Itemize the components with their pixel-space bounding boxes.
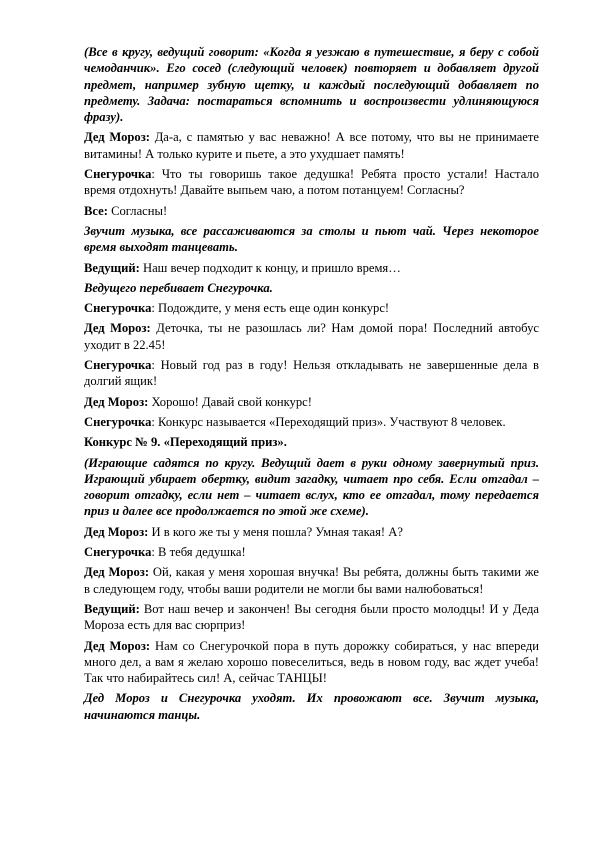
dialogue-line [84,260,539,276]
speaker-name: Дед Мороз: [84,524,149,539]
speech-text: И в кого же ты у меня пошла? Умная такая! А? [148,524,403,539]
speech-text: Вот наш вечер и закончен! Вы сегодня были просто молодцы! И у Деда Мороза есть для вас сюрприз! [84,601,539,633]
speaker-name: Снегурочка [84,414,152,429]
stage-direction: (Играющие садятся по кругу. Ведущий дает в руки одному завернутый приз. Играющий убирает обертку, видит загадку, читает про себя. Если отгадал – говорит отгадку, если нет – читает вслух, кто ее отгадал, тому передается приз и далее все продолжается по этой же схеме). [84,455,539,519]
dialogue-line [84,300,539,316]
speaker-name: Снегурочка [84,545,152,560]
speaker-name: Снегурочка [84,358,152,373]
speaker-name: Снегурочка [84,301,152,316]
dialogue-line [84,414,539,430]
speaker-name: Дед Мороз: [84,321,151,336]
speech-text: Нам со Снегурочкой пора в путь дорожку собираться, у нас впереди много дел, а вам я желаю хорошо повеселиться, ведь в новом году, вас ждет учеба! Так что набирайтесь сил! А, сейчас ТАНЦЫ! [84,638,539,686]
contest-heading: Конкурс № 9. «Переходящий приз». [84,435,287,450]
speech-text: Хорошо! Давай свой конкурс! [148,394,312,409]
dialogue-line [84,203,539,219]
stage-direction: (Все в кругу, ведущий говорит: «Когда я уезжаю в путешествие, я беру с собой чемоданчик». Его сосед (следующий человек) повторяет и добавляет другой предмет, например зубную щетку, и каждый последующий добавляет по предмету. Задача: постараться вспомнить и воспроизвести удлиняющуюся фразу). [84,45,539,125]
speaker-name: Все: [84,203,108,218]
speech-text: Ой, какая у меня хорошая внучка! Вы ребята, должны быть такими же в следующем году, чтобы ваши родители не могли бы вами налюбоваться! [84,565,539,596]
dialogue-line [84,320,539,353]
speech-text: Наш вечер подходит к концу, и пришло время… [139,260,401,275]
speech-text: : Конкурс называется «Переходящий приз». Участвуют 8 человек. [151,414,506,429]
speaker-name: Ведущий: [84,601,140,616]
dialogue-line [84,357,539,390]
dialogue-line [84,564,539,597]
speech-text: : Подождите, у меня есть еще один конкурс! [151,301,390,316]
speaker-name: Дед Мороз: [84,565,150,580]
document-page [84,44,539,727]
speech-text: : Что ты говоришь такое дедушка! Ребята просто устали! Настало время отдохнуть! Давайте выпьем чаю, а потом потанцуем! Согласны? [84,167,539,198]
speaker-name: Дед Мороз: [84,638,151,653]
speaker-name: Ведущий: [84,260,140,275]
dialogue-line [84,544,539,560]
dialogue-line [84,601,539,634]
stage-direction: Ведущего перебивает Снегурочка. [84,280,273,295]
dialogue-line [84,638,539,687]
speech-text: Деточка, ты не разошлась ли? Нам домой пора! Последний автобус уходит в 22.45! [84,321,539,352]
dialogue-line [84,524,539,540]
speaker-name: Дед Мороз: [84,394,149,409]
speaker-name: Дед Мороз: [84,130,150,145]
dialogue-line [84,129,539,162]
stage-direction: Дед Мороз и Снегурочка уходят. Их провожают все. Звучит музыка, начинаются танцы. [84,691,539,722]
dialogue-line [84,166,539,199]
speech-text: : Новый год раз в году! Нельзя откладывать не завершенные дела в долгий ящик! [84,358,539,389]
dialogue-line [84,394,539,410]
speaker-name: Снегурочка [84,167,152,182]
speech-text: Да-а, с памятью у вас неважно! А все потому, что вы не принимаете витамины! А только курите и пьете, а это ухудшает память! [84,130,539,161]
speech-text: Согласны! [107,203,168,218]
stage-direction: Звучит музыка, все рассаживаются за столы и пьют чай. Через некоторое время выходят танцевать. [84,223,539,255]
speech-text: : В тебя дедушка! [151,545,246,560]
